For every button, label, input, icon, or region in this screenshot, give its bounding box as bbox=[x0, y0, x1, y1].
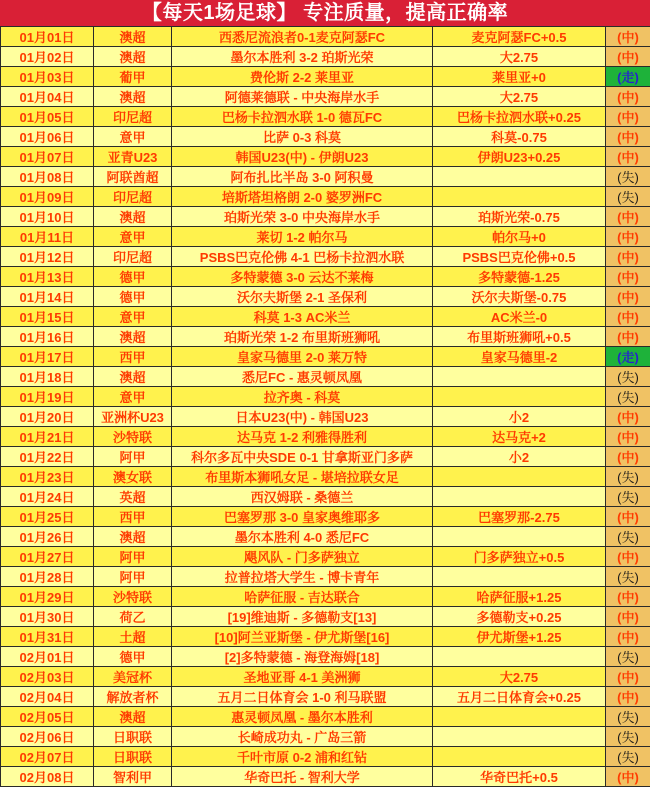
match-cell: 西悉尼流浪者0-1麦克阿瑟FC bbox=[172, 27, 433, 47]
pick-cell: 门多萨独立+0.5 bbox=[433, 547, 606, 567]
results-table-body bbox=[1, 27, 650, 787]
match-cell: 悉尼FC - 惠灵顿凤凰 bbox=[172, 367, 433, 387]
result-cell: (失) bbox=[606, 487, 650, 507]
date-cell: 01月11日 bbox=[1, 227, 94, 247]
result-cell: (失) bbox=[606, 747, 650, 767]
page-title: 【每天1场足球】 专注质量，提高正确率 bbox=[0, 0, 650, 26]
date-cell: 01月26日 bbox=[1, 527, 94, 547]
table-row bbox=[1, 587, 650, 607]
league-cell: 德甲 bbox=[94, 287, 172, 307]
table-row bbox=[1, 147, 650, 167]
league-cell: 西甲 bbox=[94, 507, 172, 527]
result-cell: (走) bbox=[606, 347, 650, 367]
date-cell: 02月07日 bbox=[1, 747, 94, 767]
result-cell: (失) bbox=[606, 467, 650, 487]
result-cell: (中) bbox=[606, 547, 650, 567]
result-cell: (中) bbox=[606, 687, 650, 707]
result-cell: (中) bbox=[606, 247, 650, 267]
result-cell: (中) bbox=[606, 87, 650, 107]
result-cell: (中) bbox=[606, 447, 650, 467]
table-row bbox=[1, 427, 650, 447]
match-cell: 达马克 1-2 利雅得胜利 bbox=[172, 427, 433, 447]
match-cell: 墨尔本胜利 3-2 珀斯光荣 bbox=[172, 47, 433, 67]
league-cell: 英超 bbox=[94, 487, 172, 507]
match-cell: 千叶市原 0-2 浦和红钻 bbox=[172, 747, 433, 767]
league-cell: 荷乙 bbox=[94, 607, 172, 627]
table-row bbox=[1, 187, 650, 207]
date-cell: 01月21日 bbox=[1, 427, 94, 447]
match-cell: 日本U23(中) - 韩国U23 bbox=[172, 407, 433, 427]
match-cell: 珀斯光荣 3-0 中央海岸水手 bbox=[172, 207, 433, 227]
date-cell: 01月16日 bbox=[1, 327, 94, 347]
result-cell: (中) bbox=[606, 667, 650, 687]
league-cell: 沙特联 bbox=[94, 427, 172, 447]
league-cell: 亚青U23 bbox=[94, 147, 172, 167]
pick-cell: 巴杨卡拉泗水联+0.25 bbox=[433, 107, 606, 127]
match-cell: 华奇巴托 - 智利大学 bbox=[172, 767, 433, 787]
table-row bbox=[1, 307, 650, 327]
league-cell: 意甲 bbox=[94, 227, 172, 247]
table-row bbox=[1, 327, 650, 347]
match-cell: 科莫 1-3 AC米兰 bbox=[172, 307, 433, 327]
result-cell: (中) bbox=[606, 287, 650, 307]
table-row bbox=[1, 87, 650, 107]
date-cell: 01月18日 bbox=[1, 367, 94, 387]
league-cell: 阿联酋超 bbox=[94, 167, 172, 187]
date-cell: 01月15日 bbox=[1, 307, 94, 327]
result-cell: (中) bbox=[606, 587, 650, 607]
match-cell: 阿布扎比半岛 3-0 阿积曼 bbox=[172, 167, 433, 187]
match-cell: 五月二日体育会 1-0 利马联盟 bbox=[172, 687, 433, 707]
match-cell: 飓风队 - 门多萨独立 bbox=[172, 547, 433, 567]
table-row bbox=[1, 507, 650, 527]
table-row bbox=[1, 227, 650, 247]
table-row bbox=[1, 567, 650, 587]
match-cell: 珀斯光荣 1-2 布里斯班狮吼 bbox=[172, 327, 433, 347]
table-row bbox=[1, 527, 650, 547]
result-cell: (失) bbox=[606, 187, 650, 207]
pick-cell: 哈萨征服+1.25 bbox=[433, 587, 606, 607]
date-cell: 02月01日 bbox=[1, 647, 94, 667]
match-cell: [19]维迪斯 - 多德勒支[13] bbox=[172, 607, 433, 627]
pick-cell: 巴塞罗那-2.75 bbox=[433, 507, 606, 527]
pick-cell: 科莫-0.75 bbox=[433, 127, 606, 147]
result-cell: (失) bbox=[606, 567, 650, 587]
result-cell: (中) bbox=[606, 227, 650, 247]
match-cell: 科尔多瓦中央SDE 0-1 甘拿斯亚门多萨 bbox=[172, 447, 433, 467]
result-cell: (中) bbox=[606, 327, 650, 347]
match-cell: 巴杨卡拉泗水联 1-0 德瓦FC bbox=[172, 107, 433, 127]
match-cell: 哈萨征服 - 吉达联合 bbox=[172, 587, 433, 607]
pick-cell: 华奇巴托+0.5 bbox=[433, 767, 606, 787]
league-cell: 德甲 bbox=[94, 267, 172, 287]
date-cell: 01月19日 bbox=[1, 387, 94, 407]
result-cell: (失) bbox=[606, 387, 650, 407]
result-cell: (中) bbox=[606, 767, 650, 787]
table-row bbox=[1, 347, 650, 367]
date-cell: 01月29日 bbox=[1, 587, 94, 607]
table-row bbox=[1, 287, 650, 307]
result-cell: (中) bbox=[606, 507, 650, 527]
match-cell: 韩国U23(中) - 伊朗U23 bbox=[172, 147, 433, 167]
table-row bbox=[1, 167, 650, 187]
result-cell: (中) bbox=[606, 207, 650, 227]
match-cell: 多特蒙德 3-0 云达不莱梅 bbox=[172, 267, 433, 287]
date-cell: 01月28日 bbox=[1, 567, 94, 587]
result-cell: (中) bbox=[606, 27, 650, 47]
league-cell: 德甲 bbox=[94, 647, 172, 667]
match-cell: 惠灵顿凤凰 - 墨尔本胜利 bbox=[172, 707, 433, 727]
table-row bbox=[1, 407, 650, 427]
date-cell: 01月13日 bbox=[1, 267, 94, 287]
pick-cell: 伊朗U23+0.25 bbox=[433, 147, 606, 167]
pick-cell bbox=[433, 187, 606, 207]
pick-cell: 多德勒支+0.25 bbox=[433, 607, 606, 627]
match-cell: 布里斯本狮吼女足 - 堪培拉联女足 bbox=[172, 467, 433, 487]
pick-cell: 达马克+2 bbox=[433, 427, 606, 447]
date-cell: 01月20日 bbox=[1, 407, 94, 427]
result-cell: (中) bbox=[606, 627, 650, 647]
pick-cell: 帕尔马+0 bbox=[433, 227, 606, 247]
match-cell: 巴塞罗那 3-0 皇家奥维耶多 bbox=[172, 507, 433, 527]
pick-cell: 五月二日体育会+0.25 bbox=[433, 687, 606, 707]
match-cell: [2]多特蒙德 - 海登海姆[18] bbox=[172, 647, 433, 667]
table-row bbox=[1, 367, 650, 387]
date-cell: 01月14日 bbox=[1, 287, 94, 307]
date-cell: 01月03日 bbox=[1, 67, 94, 87]
date-cell: 01月27日 bbox=[1, 547, 94, 567]
date-cell: 01月10日 bbox=[1, 207, 94, 227]
match-cell: 长崎成功丸 - 广岛三箭 bbox=[172, 727, 433, 747]
date-cell: 01月12日 bbox=[1, 247, 94, 267]
league-cell: 澳超 bbox=[94, 327, 172, 347]
table-row bbox=[1, 727, 650, 747]
league-cell: 澳女联 bbox=[94, 467, 172, 487]
league-cell: 意甲 bbox=[94, 307, 172, 327]
pick-cell bbox=[433, 527, 606, 547]
league-cell: 沙特联 bbox=[94, 587, 172, 607]
league-cell: 意甲 bbox=[94, 127, 172, 147]
date-cell: 01月23日 bbox=[1, 467, 94, 487]
date-cell: 02月06日 bbox=[1, 727, 94, 747]
league-cell: 澳超 bbox=[94, 87, 172, 107]
result-cell: (中) bbox=[606, 267, 650, 287]
pick-cell: 多特蒙德-1.25 bbox=[433, 267, 606, 287]
league-cell: 阿甲 bbox=[94, 447, 172, 467]
league-cell: 葡甲 bbox=[94, 67, 172, 87]
table-row bbox=[1, 127, 650, 147]
league-cell: 澳超 bbox=[94, 27, 172, 47]
result-cell: (中) bbox=[606, 107, 650, 127]
pick-cell: 小2 bbox=[433, 407, 606, 427]
date-cell: 01月01日 bbox=[1, 27, 94, 47]
pick-cell: 莱里亚+0 bbox=[433, 67, 606, 87]
pick-cell bbox=[433, 747, 606, 767]
result-cell: (失) bbox=[606, 527, 650, 547]
date-cell: 01月31日 bbox=[1, 627, 94, 647]
league-cell: 日职联 bbox=[94, 727, 172, 747]
match-cell: 莱切 1-2 帕尔马 bbox=[172, 227, 433, 247]
league-cell: 澳超 bbox=[94, 527, 172, 547]
pick-cell bbox=[433, 707, 606, 727]
table-row bbox=[1, 247, 650, 267]
pick-cell: 珀斯光荣-0.75 bbox=[433, 207, 606, 227]
pick-cell: 小2 bbox=[433, 447, 606, 467]
league-cell: 澳超 bbox=[94, 367, 172, 387]
pick-cell: PSBS巴克伦佛+0.5 bbox=[433, 247, 606, 267]
table-row bbox=[1, 27, 650, 47]
result-cell: (失) bbox=[606, 707, 650, 727]
date-cell: 01月05日 bbox=[1, 107, 94, 127]
pick-cell bbox=[433, 467, 606, 487]
result-cell: (失) bbox=[606, 727, 650, 747]
date-cell: 01月08日 bbox=[1, 167, 94, 187]
table-row bbox=[1, 467, 650, 487]
date-cell: 01月02日 bbox=[1, 47, 94, 67]
table-row bbox=[1, 707, 650, 727]
table-row bbox=[1, 447, 650, 467]
result-cell: (中) bbox=[606, 127, 650, 147]
result-cell: (失) bbox=[606, 367, 650, 387]
result-cell: (中) bbox=[606, 47, 650, 67]
table-row bbox=[1, 487, 650, 507]
pick-cell: 大2.75 bbox=[433, 47, 606, 67]
pick-cell: 伊尤斯堡+1.25 bbox=[433, 627, 606, 647]
table-row bbox=[1, 47, 650, 67]
result-cell: (失) bbox=[606, 647, 650, 667]
result-cell: (中) bbox=[606, 607, 650, 627]
date-cell: 01月24日 bbox=[1, 487, 94, 507]
table-row bbox=[1, 647, 650, 667]
result-cell: (中) bbox=[606, 427, 650, 447]
match-cell: 墨尔本胜利 4-0 悉尼FC bbox=[172, 527, 433, 547]
table-row bbox=[1, 687, 650, 707]
tips-record-table bbox=[0, 26, 650, 787]
pick-cell bbox=[433, 567, 606, 587]
pick-cell: 沃尔夫斯堡-0.75 bbox=[433, 287, 606, 307]
league-cell: 印尼超 bbox=[94, 247, 172, 267]
pick-cell: 皇家马德里-2 bbox=[433, 347, 606, 367]
table-row bbox=[1, 767, 650, 787]
table-row bbox=[1, 267, 650, 287]
table-row bbox=[1, 547, 650, 567]
date-cell: 01月22日 bbox=[1, 447, 94, 467]
date-cell: 01月17日 bbox=[1, 347, 94, 367]
table-row bbox=[1, 747, 650, 767]
match-cell: 比萨 0-3 科莫 bbox=[172, 127, 433, 147]
table-row bbox=[1, 627, 650, 647]
table-row bbox=[1, 207, 650, 227]
date-cell: 01月30日 bbox=[1, 607, 94, 627]
date-cell: 01月04日 bbox=[1, 87, 94, 107]
table-row bbox=[1, 607, 650, 627]
league-cell: 亚洲杯U23 bbox=[94, 407, 172, 427]
match-cell: 拉齐奥 - 科莫 bbox=[172, 387, 433, 407]
pick-cell bbox=[433, 727, 606, 747]
pick-cell: 麦克阿瑟FC+0.5 bbox=[433, 27, 606, 47]
league-cell: 阿甲 bbox=[94, 547, 172, 567]
result-cell: (中) bbox=[606, 407, 650, 427]
match-cell: [10]阿兰亚斯堡 - 伊尤斯堡[16] bbox=[172, 627, 433, 647]
pick-cell: 大2.75 bbox=[433, 87, 606, 107]
pick-cell: 布里斯班狮吼+0.5 bbox=[433, 327, 606, 347]
league-cell: 智利甲 bbox=[94, 767, 172, 787]
date-cell: 02月04日 bbox=[1, 687, 94, 707]
result-cell: (失) bbox=[606, 167, 650, 187]
league-cell: 澳超 bbox=[94, 47, 172, 67]
date-cell: 02月08日 bbox=[1, 767, 94, 787]
match-cell: PSBS巴克伦佛 4-1 巴杨卡拉泗水联 bbox=[172, 247, 433, 267]
match-cell: 阿德莱德联 - 中央海岸水手 bbox=[172, 87, 433, 107]
date-cell: 01月07日 bbox=[1, 147, 94, 167]
league-cell: 澳超 bbox=[94, 207, 172, 227]
result-cell: (走) bbox=[606, 67, 650, 87]
pick-cell bbox=[433, 367, 606, 387]
match-cell: 圣地亚哥 4-1 美洲狮 bbox=[172, 667, 433, 687]
date-cell: 02月05日 bbox=[1, 707, 94, 727]
result-cell: (中) bbox=[606, 147, 650, 167]
league-cell: 意甲 bbox=[94, 387, 172, 407]
league-cell: 日职联 bbox=[94, 747, 172, 767]
pick-cell bbox=[433, 167, 606, 187]
table-row bbox=[1, 67, 650, 87]
pick-cell bbox=[433, 387, 606, 407]
match-cell: 培斯塔坦格朗 2-0 婆罗洲FC bbox=[172, 187, 433, 207]
table-row bbox=[1, 387, 650, 407]
date-cell: 01月06日 bbox=[1, 127, 94, 147]
match-cell: 费伦斯 2-2 莱里亚 bbox=[172, 67, 433, 87]
pick-cell: 大2.75 bbox=[433, 667, 606, 687]
date-cell: 01月25日 bbox=[1, 507, 94, 527]
table-row bbox=[1, 107, 650, 127]
match-cell: 沃尔夫斯堡 2-1 圣保利 bbox=[172, 287, 433, 307]
league-cell: 澳超 bbox=[94, 707, 172, 727]
league-cell: 解放者杯 bbox=[94, 687, 172, 707]
league-cell: 西甲 bbox=[94, 347, 172, 367]
match-cell: 拉普拉塔大学生 - 博卡青年 bbox=[172, 567, 433, 587]
league-cell: 印尼超 bbox=[94, 107, 172, 127]
pick-cell bbox=[433, 647, 606, 667]
result-cell: (中) bbox=[606, 307, 650, 327]
league-cell: 阿甲 bbox=[94, 567, 172, 587]
date-cell: 01月09日 bbox=[1, 187, 94, 207]
league-cell: 美冠杯 bbox=[94, 667, 172, 687]
match-cell: 西汉姆联 - 桑德兰 bbox=[172, 487, 433, 507]
match-cell: 皇家马德里 2-0 莱万特 bbox=[172, 347, 433, 367]
league-cell: 土超 bbox=[94, 627, 172, 647]
league-cell: 印尼超 bbox=[94, 187, 172, 207]
pick-cell bbox=[433, 487, 606, 507]
date-cell: 02月03日 bbox=[1, 667, 94, 687]
pick-cell: AC米兰-0 bbox=[433, 307, 606, 327]
